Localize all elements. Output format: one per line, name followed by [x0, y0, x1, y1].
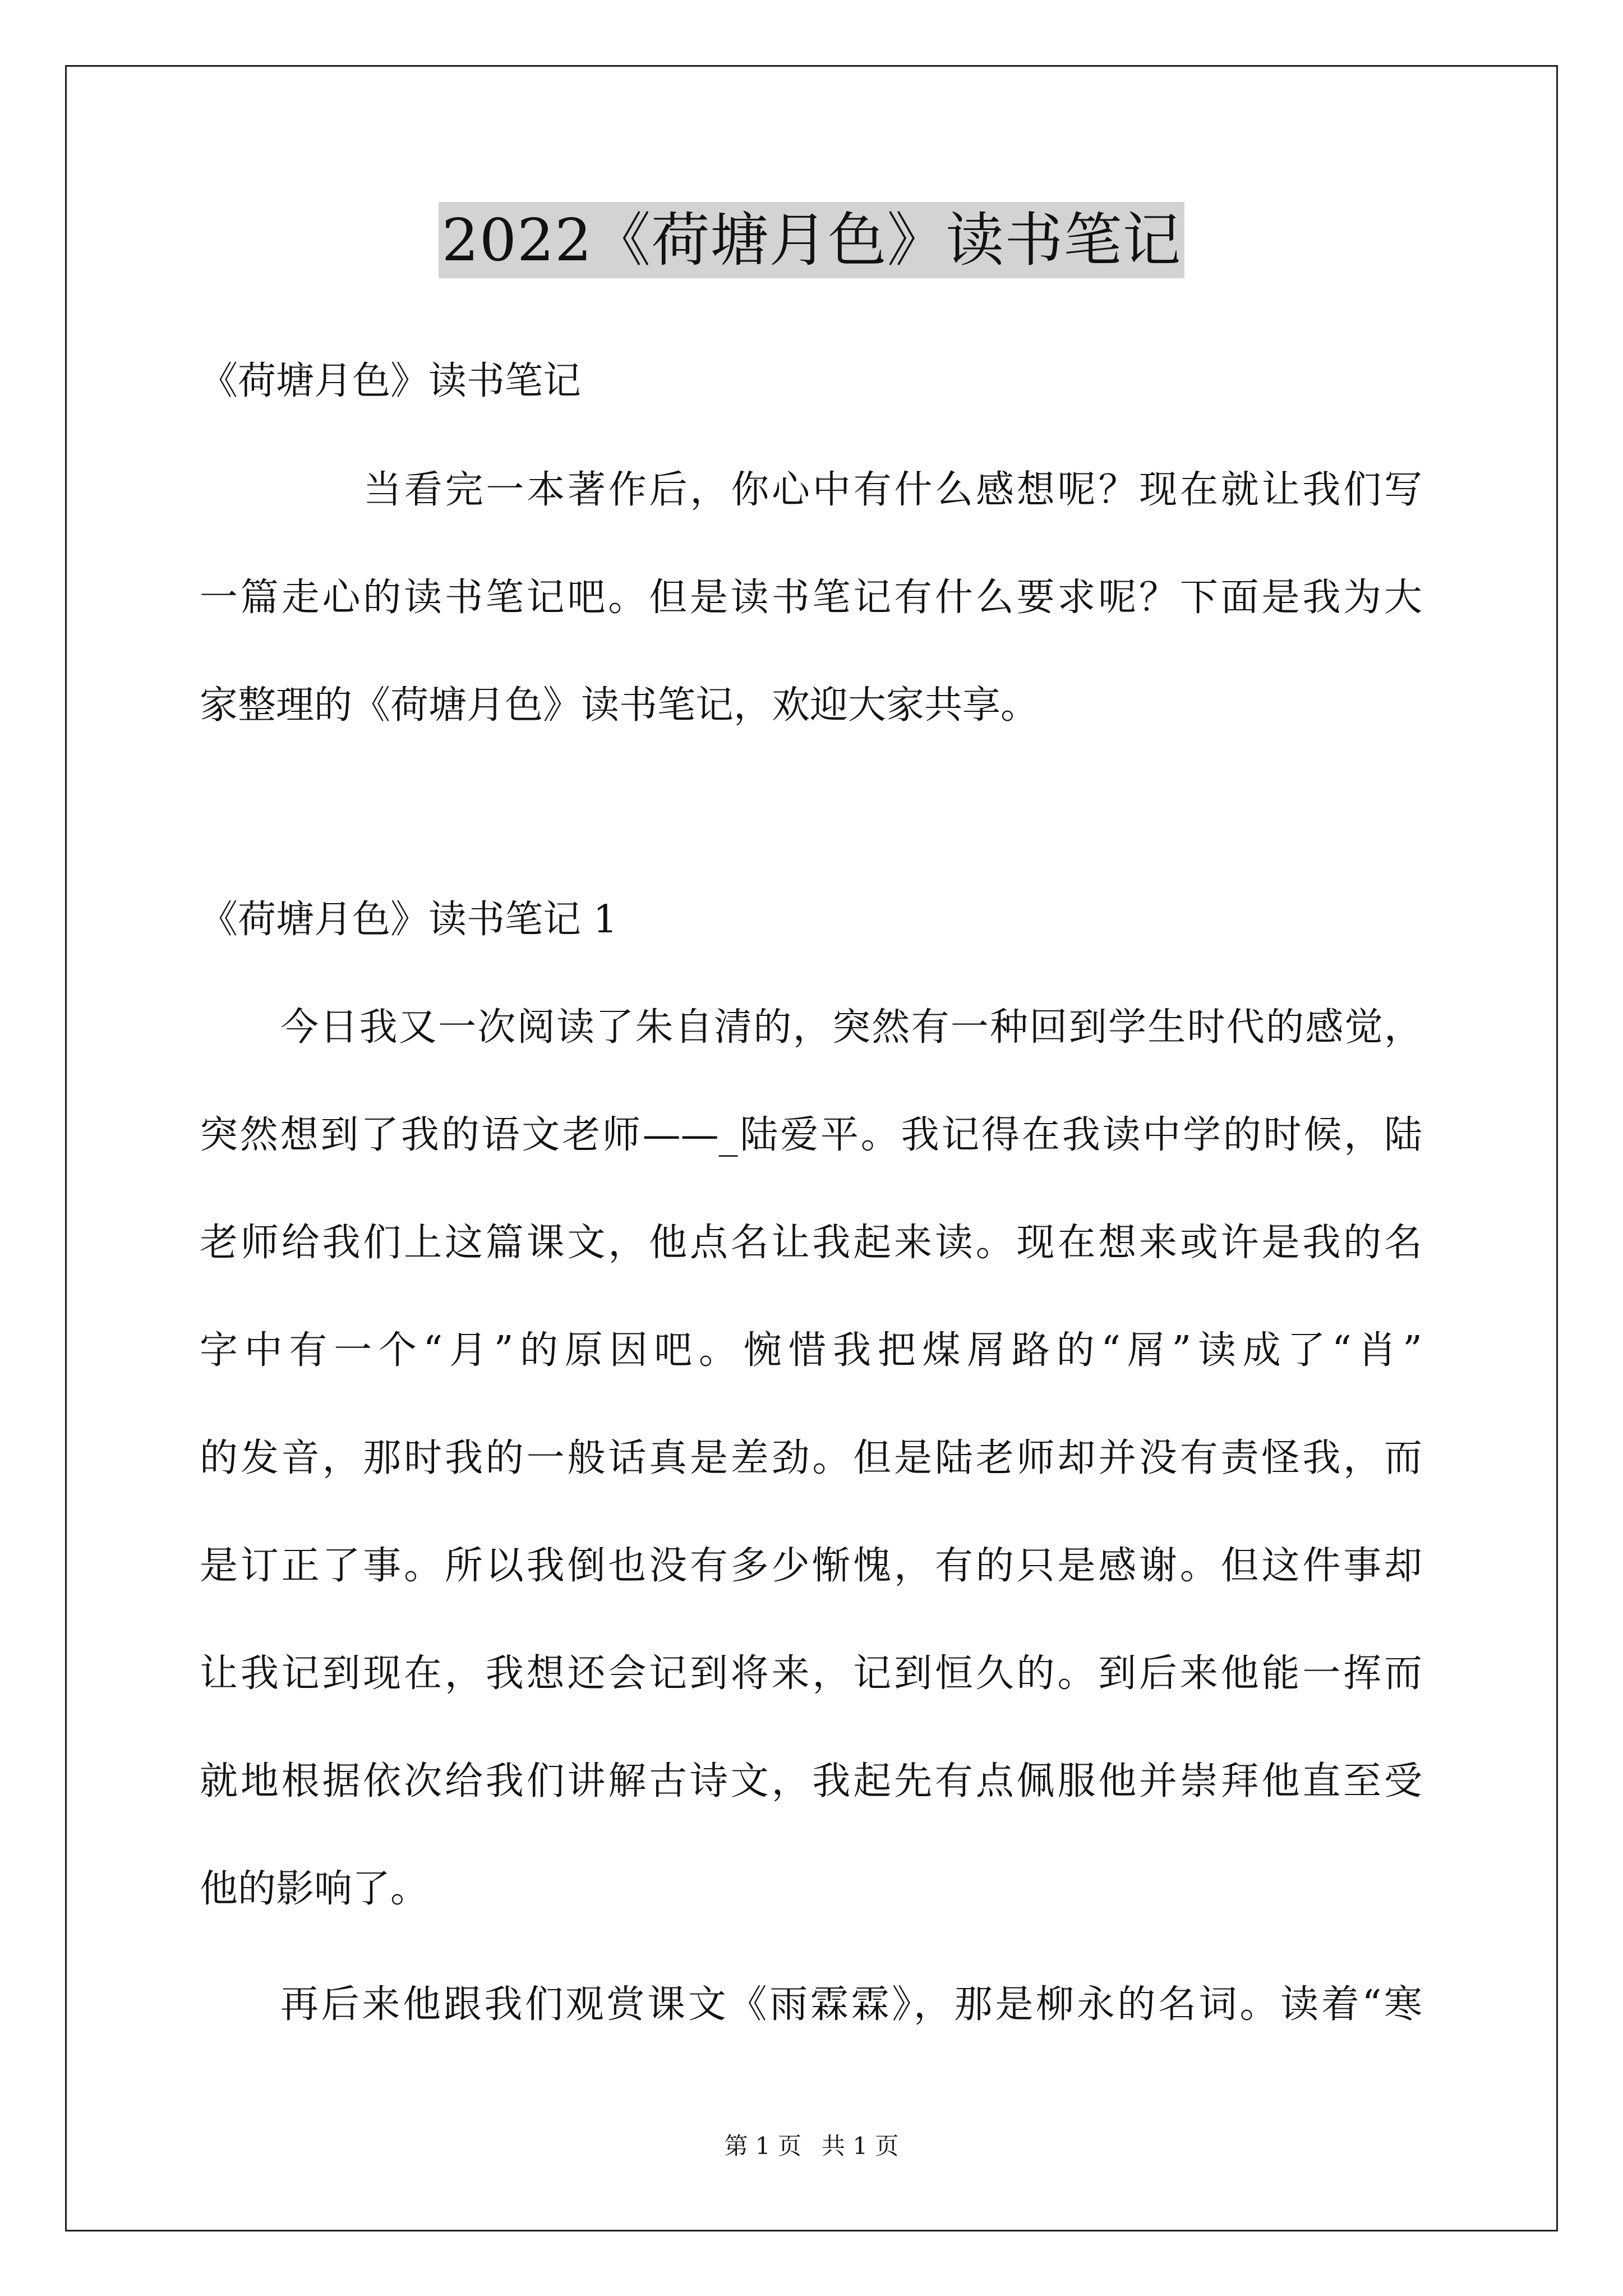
- intro-line-3: 家整理的《荷塘月色》读书笔记，欢迎大家共享。: [200, 683, 1039, 728]
- paragraph-line: 字中有一个“月”的原因吧。惋惜我把煤屑路的“屑”读成了“肖”: [200, 1328, 1422, 1373]
- document-subtitle: 《荷塘月色》读书笔记: [200, 359, 582, 403]
- title-container: [0, 202, 1623, 278]
- document-title: 2022《荷塘月色》读书笔记: [439, 202, 1185, 278]
- paragraph-line: 的发音，那时我的一般话真是差劲。但是陆老师却并没有责怪我，而: [200, 1436, 1422, 1480]
- paragraph-line: 让我记到现在，我想还会记到将来，记到恒久的。到后来他能一挥而: [200, 1651, 1422, 1696]
- page-total: 共 1 页: [822, 2132, 899, 2160]
- section-heading: 《荷塘月色》读书笔记 1: [200, 898, 617, 942]
- page-footer: [0, 2131, 1623, 2162]
- paragraph-line: 是订正了事。所以我倒也没有多少惭愧，有的只是感谢。但这件事却: [200, 1544, 1422, 1588]
- paragraph-line: 突然想到了我的语文老师——_陆爱平。我记得在我读中学的时候，陆: [200, 1113, 1422, 1157]
- paragraph-line: 就地根据依次给我们讲解古诗文，我起先有点佩服他并崇拜他直至受: [200, 1759, 1422, 1803]
- page-number: 第 1 页: [724, 2132, 801, 2160]
- paragraph-line: 今日我又一次阅读了朱自清的，突然有一种回到学生时代的感觉，: [280, 1005, 1422, 1050]
- intro-line-1: 当看完一本著作后，你心中有什么感想呢？现在就让我们写: [363, 468, 1422, 512]
- paragraph-line: 再后来他跟我们观赏课文《雨霖霖》，那是柳永的名词。读着“寒: [280, 1982, 1422, 2027]
- intro-line-2: 一篇走心的读书笔记吧。但是读书笔记有什么要求呢？下面是我为大: [200, 576, 1422, 620]
- paragraph-line: 老师给我们上这篇课文，他点名让我起来读。现在想来或许是我的名: [200, 1221, 1422, 1265]
- paragraph-line: 他的影响了。: [200, 1867, 429, 1911]
